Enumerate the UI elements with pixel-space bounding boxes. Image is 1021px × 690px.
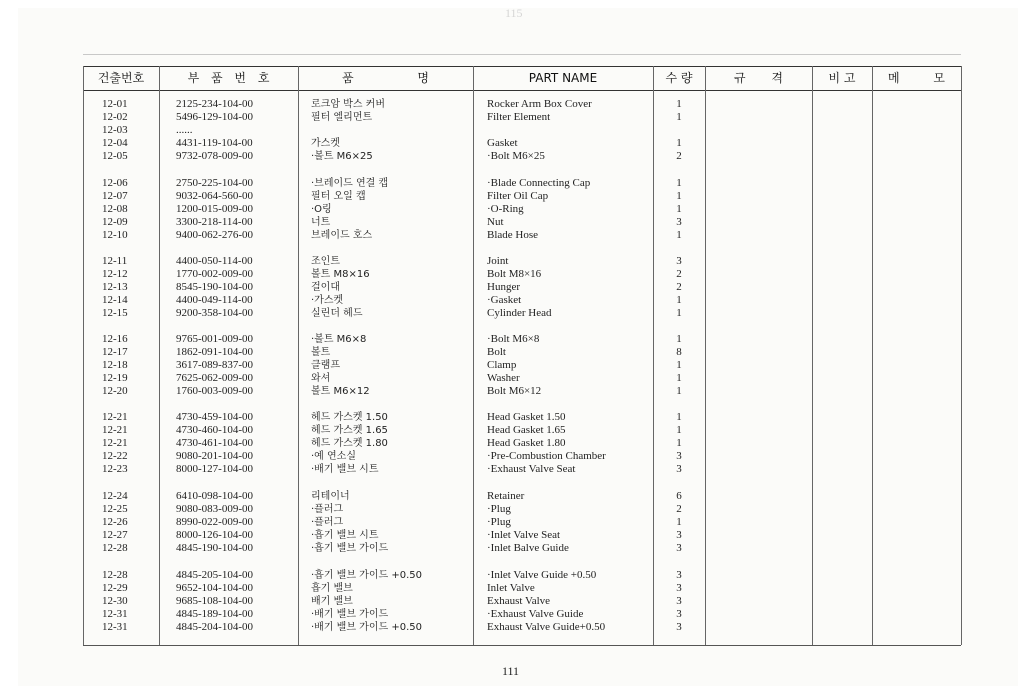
quantity: 1 [676,372,682,384]
item-number: 12-19 [102,372,128,384]
korean-name: 흡기 밸브 [311,583,353,594]
header-part-name: PART NAME [528,71,598,85]
part-number: 8000-127-104-00 [176,463,253,475]
korean-name: ·볼트 M6×25 [311,151,373,162]
english-name: ·Exhaust Valve Guide [487,608,584,620]
english-name: Joint [487,255,509,267]
english-name: ·Bolt M6×8 [487,333,540,345]
english-name: Nut [487,216,504,228]
part-number: 9080-201-104-00 [176,450,253,462]
item-number: 12-04 [102,137,128,149]
english-name: Rocker Arm Box Cover [487,98,592,110]
english-name: ·Gasket [487,294,522,306]
page-number: 111 [501,664,520,678]
part-number: 4730-460-104-00 [176,424,253,436]
column-divider [298,66,299,645]
header-quantity: 수 량 [665,71,693,85]
quantity: 1 [676,307,682,319]
part-number: 2750-225-104-00 [176,177,253,189]
quantity: 3 [676,450,682,462]
quantity: 1 [676,177,682,189]
english-name: Blade Hose [487,229,539,241]
quantity: 3 [676,608,682,620]
korean-name: ·플러그 [311,517,344,528]
english-name: Filter Element [487,111,551,123]
part-number: 4400-049-114-00 [176,294,253,306]
table-bottom-rule [83,645,961,646]
english-name: Retainer [487,490,525,502]
english-name: Filter Oil Cap [487,190,549,202]
korean-name: ·O링 [311,204,332,215]
column-divider [159,66,160,645]
english-name: Gasket [487,137,518,149]
item-number: 12-03 [102,124,128,136]
korean-name [311,124,471,137]
part-number: 5496-129-104-00 [176,111,253,123]
quantity: 3 [676,529,682,541]
english-name: Head Gasket 1.80 [487,437,566,449]
korean-name: 가스켓 [311,138,340,149]
part-number: 9732-078-009-00 [176,150,253,162]
korean-name: 로크암 박스 커버 [311,99,385,110]
item-number: 12-02 [102,111,128,123]
korean-name: 필터 오일 캡 [311,191,366,202]
korean-name: 필터 엘리먼트 [311,112,373,123]
item-number: 12-14 [102,294,128,306]
part-number: 8000-126-104-00 [176,529,253,541]
part-number: 6410-098-104-00 [176,490,253,502]
item-number: 12-08 [102,203,128,215]
part-number: 9080-083-009-00 [176,503,253,515]
korean-name: 헤드 가스켓 1.50 [311,412,388,423]
part-number: 1862-091-104-00 [176,346,253,358]
header-spec: 규 격 [734,71,783,85]
part-number: 4845-189-104-00 [176,608,253,620]
part-number: 4845-190-104-00 [176,542,253,554]
quantity [667,124,691,137]
english-name: Bolt M6×12 [487,385,542,397]
korean-name: 걸이대 [311,282,340,293]
korean-name: 실린더 헤드 [311,308,363,319]
english-name: ·Pre-Combustion Chamber [487,450,606,462]
item-number: 12-24 [102,490,128,502]
english-name: Inlet Valve [487,582,535,594]
quantity: 3 [676,542,682,554]
item-number: 12-29 [102,582,128,594]
quantity: 1 [676,359,682,371]
english-name: ·Inlet Valve Guide +0.50 [487,569,597,581]
quantity: 3 [676,621,682,633]
item-number: 12-06 [102,177,128,189]
item-number: 12-23 [102,463,128,475]
item-number: 12-22 [102,450,128,462]
item-number: 12-13 [102,281,128,293]
part-number: 9652-104-104-00 [176,582,253,594]
part-number: 9685-108-104-00 [176,595,253,607]
item-number: 12-21 [102,437,128,449]
faint-top-rule [83,54,961,55]
item-number: 12-27 [102,529,128,541]
item-number: 12-07 [102,190,128,202]
quantity: 1 [676,98,682,110]
quantity: 3 [676,595,682,607]
item-number: 12-09 [102,216,128,228]
item-number: 12-20 [102,385,128,397]
column-divider [812,66,813,645]
korean-name: ·볼트 M6×8 [311,334,367,345]
korean-name: 배기 밸브 [311,596,353,607]
quantity: 3 [676,569,682,581]
quantity: 1 [676,424,682,436]
quantity: 2 [676,268,682,280]
part-number: 4845-205-104-00 [176,569,253,581]
header-part-number: 부 품 번 호 [187,71,270,85]
quantity: 1 [676,229,682,241]
korean-name: ·흡기 밸브 시트 [311,530,379,541]
part-number: 8545-190-104-00 [176,281,253,293]
english-name: Bolt M8×16 [487,268,542,280]
item-number: 12-01 [102,98,128,110]
korean-name: 너트 [311,217,331,228]
quantity: 3 [676,463,682,475]
part-number: 4845-204-104-00 [176,621,253,633]
item-number: 12-21 [102,411,128,423]
quantity: 2 [676,150,682,162]
item-number: 12-26 [102,516,128,528]
korean-name: 와셔 [311,373,331,384]
korean-name: 볼트 M8×16 [311,269,370,280]
korean-name: ·플러그 [311,504,344,515]
part-number: 4730-461-104-00 [176,437,253,449]
part-number: 4400-050-114-00 [176,255,253,267]
quantity: 1 [676,294,682,306]
column-divider [961,66,962,645]
korean-name: ·흡기 밸브 가이드 [311,543,389,554]
quantity: 6 [676,490,682,502]
part-number: 9032-064-560-00 [176,190,253,202]
english-name: ·Inlet Valve Seat [487,529,561,541]
part-number: 4431-119-104-00 [176,137,253,149]
part-number: 3617-089-837-00 [176,359,253,371]
header-memo: 메 모 [888,71,945,85]
item-number: 12-12 [102,268,128,280]
quantity: 1 [676,385,682,397]
korean-name: 브레이드 호스 [311,230,373,241]
korean-name: ·배기 밸브 가이드 [311,609,389,620]
korean-name: 클램프 [311,360,340,371]
english-name: Exhaust Valve Guide+0.50 [487,621,606,633]
part-number: 9200-358-104-00 [176,307,253,319]
item-number: 12-28 [102,569,128,581]
korean-name: ·예 연소실 [311,451,356,462]
english-name: Head Gasket 1.65 [487,424,566,436]
english-name: ·O-Ring [487,203,524,215]
quantity: 1 [676,111,682,123]
part-number: 1200-015-009-00 [176,203,253,215]
faint-top-mark: 115 [505,6,523,20]
korean-name: ·흡기 밸브 가이드 +0.50 [311,570,422,581]
korean-name: 헤드 가스켓 1.65 [311,425,388,436]
item-number: 12-16 [102,333,128,345]
part-number: 9400-062-276-00 [176,229,253,241]
part-number: 7625-062-009-00 [176,372,253,384]
quantity: 3 [676,582,682,594]
header-bottom-rule [83,90,961,91]
item-number: 12-11 [102,255,128,267]
part-number: 9765-001-009-00 [176,333,253,345]
english-name: ·Inlet Balve Guide [487,542,569,554]
korean-name: ·배기 밸브 시트 [311,464,379,475]
column-divider [473,66,474,645]
quantity: 1 [676,137,682,149]
header-korean-name: 품 명 [342,71,429,85]
korean-name: 헤드 가스켓 1.80 [311,438,388,449]
korean-name: ·배기 밸브 가이드 +0.50 [311,622,422,633]
quantity: 3 [676,255,682,267]
korean-name: 볼트 [311,347,331,358]
korean-name: ·브레이드 연결 캡 [311,178,389,189]
column-divider [872,66,873,645]
english-name: ·Plug [487,516,511,528]
item-number: 12-15 [102,307,128,319]
item-number: 12-28 [102,542,128,554]
item-number: 12-31 [102,621,128,633]
english-name: ·Plug [487,503,511,515]
item-number: 12-25 [102,503,128,515]
english-name [487,124,657,137]
part-number: 3300-218-114-00 [176,216,253,228]
quantity: 3 [676,216,682,228]
english-name: Head Gasket 1.50 [487,411,566,423]
english-name: Cylinder Head [487,307,552,319]
quantity: 1 [676,333,682,345]
english-name: ·Blade Connecting Cap [487,177,591,189]
english-name: Clamp [487,359,517,371]
part-number: 1770-002-009-00 [176,268,253,280]
item-number: 12-10 [102,229,128,241]
item-number: 12-05 [102,150,128,162]
column-divider [705,66,706,645]
part-number: ...... [176,124,193,136]
part-number: 8990-022-009-00 [176,516,253,528]
korean-name: ·가스켓 [311,295,344,306]
quantity: 2 [676,503,682,515]
part-number: 2125-234-104-00 [176,98,253,110]
item-number: 12-17 [102,346,128,358]
item-number: 12-18 [102,359,128,371]
korean-name: 리테이너 [311,491,350,502]
quantity: 2 [676,281,682,293]
quantity: 1 [676,411,682,423]
item-number: 12-21 [102,424,128,436]
english-name: Washer [487,372,520,384]
korean-name: 조인트 [311,256,340,267]
item-number: 12-31 [102,608,128,620]
quantity: 1 [676,203,682,215]
english-name: Hunger [487,281,520,293]
english-name: Exhaust Valve [487,595,551,607]
quantity: 1 [676,190,682,202]
part-number: 4730-459-104-00 [176,411,253,423]
english-name: ·Bolt M6×25 [487,150,545,162]
item-number: 12-30 [102,595,128,607]
english-name: ·Exhaust Valve Seat [487,463,576,475]
quantity: 8 [676,346,682,358]
part-number: 1760-003-009-00 [176,385,253,397]
header-remark: 비 고 [828,71,856,85]
quantity: 1 [676,437,682,449]
header-number: 건출번호 [97,71,145,85]
quantity: 1 [676,516,682,528]
column-divider [83,66,84,645]
korean-name: 볼트 M6×12 [311,386,370,397]
english-name: Bolt [487,346,506,358]
